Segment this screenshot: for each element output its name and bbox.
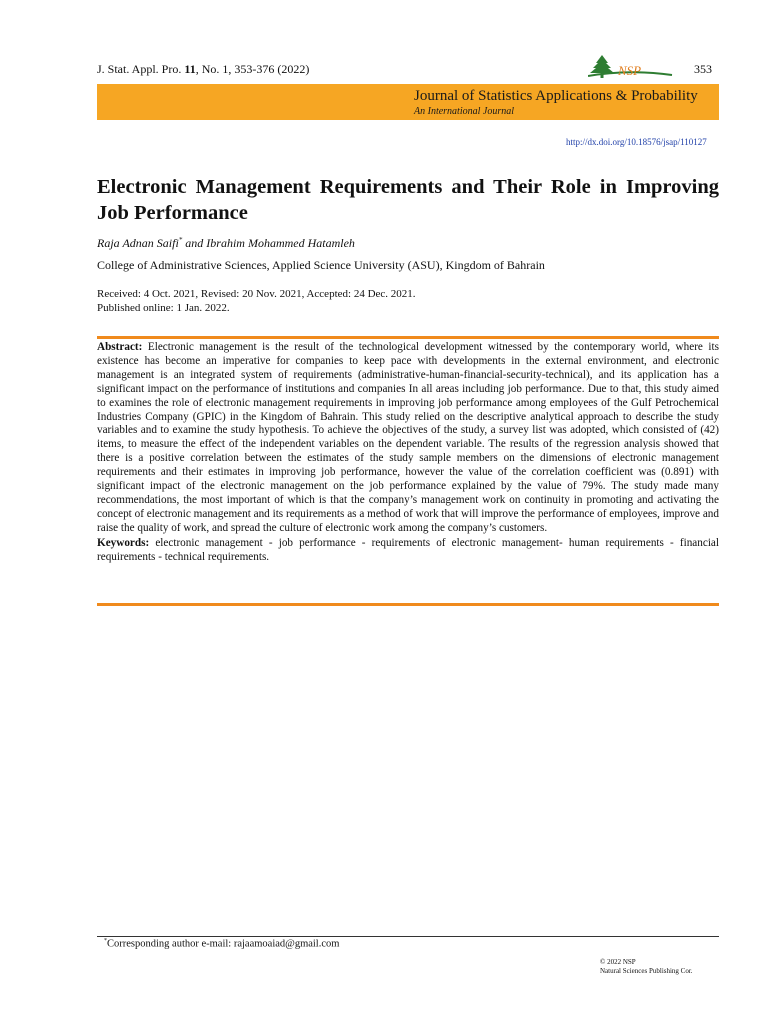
journal-title: Journal of Statistics Applications & Probability — [414, 88, 698, 104]
footnote-mark: * — [104, 938, 107, 944]
author-1: Raja Adnan Saifi — [97, 236, 179, 250]
abstract — [97, 341, 719, 536]
doi-link[interactable]: http://dx.doi.org/10.18576/jsap/110127 — [566, 137, 707, 147]
keywords-label: Keywords: — [97, 536, 150, 549]
dates-received: Received: 4 Oct. 2021, Revised: 20 Nov. 2021, Accepted: 24 Dec. 2021. — [97, 288, 416, 300]
journal-subtitle: An International Journal — [414, 106, 514, 117]
corresponding-mark: * — [178, 236, 183, 244]
running-head-journal: J. Stat. Appl. Pro. — [97, 62, 182, 76]
abstract-label: Abstract: — [97, 341, 143, 353]
running-head-issue: , No. 1, 353-376 (2022) — [195, 62, 310, 76]
footnote — [104, 938, 339, 950]
authors — [97, 236, 355, 251]
abstract-text: Electronic management is the result of the technological development witnessed by the contemporary world, where its existence has become an imperative for companies to keep pace with developments in the external environment, and electronic management is an integrated system of requirements (administrative-human-financial-security-technical), and its application has a significant impact on the performance of institutions and companies In all areas including job performance. Due to that, this study aimed to examines the role of electronic management requirements in improving job performance among employees of the Gulf Petrochemical Industries Company (GPIC) in the Kingdom of Bahrain. This study relied on the descriptive analytical approach to describe the study variables and to examine the study hypothesis. To achieve the objectives of the study, a survey list was adopted, which consisted of (42) items, to measure the effect of the independent variables on the dependent variable. The results of the regression analysis showed that there is a positive correlation between the estimates of the study sample members on the dimensions of electronic management requirements and their estimates in improving job performance, however the value of the correlation coefficient was (0.891) with significant impact of the electronic management on the job performance explained by the value of 79%. The study made many recommendations, the most important of which is that the company’s management work on continuity in promoting and activating the concept of electronic management and its requirements as a method of work that will improve the performance of employees, improve and raise the quality of work, and spread the culture of electronic work among the company’s customers. — [97, 341, 719, 534]
dates-published: Published online: 1 Jan. 2022. — [97, 302, 230, 314]
logo-text: NSP — [618, 63, 642, 78]
author-2: and Ibrahim Mohammed Hatamleh — [182, 236, 355, 250]
running-head — [97, 62, 309, 77]
abstract-top-rule — [97, 336, 719, 339]
keywords-text: electronic management - job performance - requirements of electronic management- human requirements - financial requirements - technical requirements. — [97, 536, 719, 563]
footnote-text: Corresponding author e-mail: rajaamoaiad@gmail.com — [107, 938, 340, 950]
abstract-block — [97, 341, 719, 565]
footnote-rule — [97, 936, 719, 937]
page-number: 353 — [694, 62, 712, 76]
nsp-logo-icon — [588, 53, 676, 81]
running-head-volume: 11 — [184, 62, 196, 76]
article-title: Electronic Management Requirements and Their Role in Improving Job Performance — [97, 176, 719, 224]
copyright — [600, 958, 693, 976]
abstract-bottom-rule — [97, 603, 719, 606]
article-dates — [97, 287, 416, 315]
keywords — [97, 537, 719, 565]
publisher-line: Natural Sciences Publishing Cor. — [600, 967, 693, 975]
affiliation: College of Administrative Sciences, Applied Science University (ASU), Kingdom of Bahrain — [97, 258, 545, 272]
copyright-line: © 2022 NSP — [600, 958, 636, 966]
